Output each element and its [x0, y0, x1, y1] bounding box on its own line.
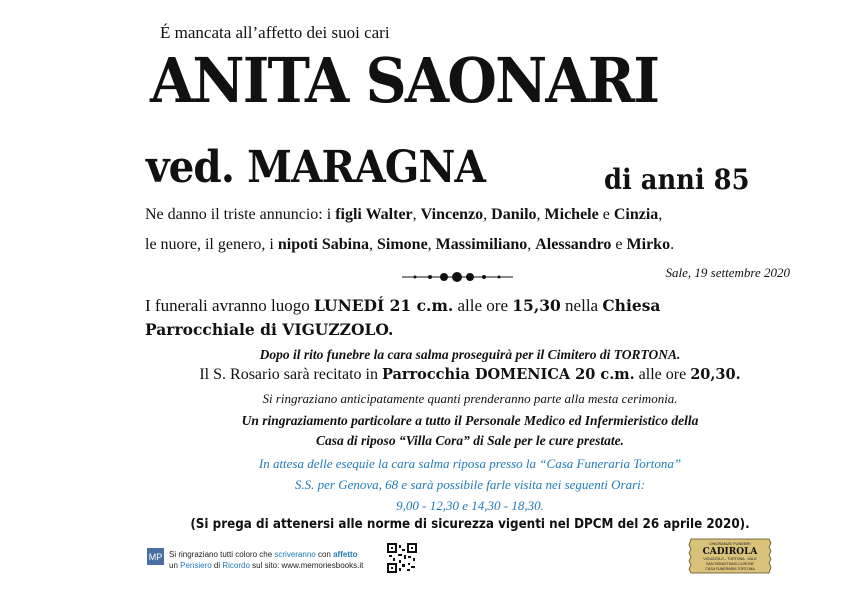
place-date: Sale, 19 settembre 2020 — [665, 265, 790, 280]
stamp-line-3: CASA FUNERARIA TORTONA — [705, 567, 755, 571]
visit-line-1: In attesa delle esequie la cara salma riposa presso la “Casa Funeraria Tortona” — [258, 456, 682, 471]
ornament-divider — [400, 270, 515, 284]
stamp-top: ONORANZE FUNEBRI — [709, 541, 751, 546]
cemetery-note: Dopo il rito funebre la cara salma proseguirà per il Cimitero di TORTONA. — [259, 347, 681, 362]
thanks-staff-1: Un ringraziamento particolare a tutto il Personale Medico ed Infermieristico della — [241, 413, 699, 428]
stamp-line-2: SAN SEBASTIANO CURONE — [706, 562, 754, 566]
married-name: ved. MARAGNA — [146, 142, 485, 193]
funeral-line-2: Parrocchiale di VIGUZZOLO. — [145, 320, 394, 339]
visit-line-2: S.S. per Genova, 68 e sarà possibile farle visita nei seguenti Orari: — [294, 477, 646, 492]
funeral-home-stamp — [687, 537, 773, 575]
age: di anni 85 — [604, 163, 750, 196]
announce-line-2: le nuore, il genero, i nipoti Sabina, Simone, Massimiliano, Alessandro e Mirko. — [145, 236, 675, 253]
rosary-line: Il S. Rosario sarà recitato in Parrocchia DOMENICA 20 c.m. alle ore 20,30. — [199, 366, 741, 383]
stamp-name: CADIROLA — [702, 547, 758, 557]
footer-text: Si ringraziano tutti coloro che scriveranno con affetto un Pensiero di Ricordo sul sito: www.memoriesbooks.it — [169, 550, 364, 570]
intro-line: É mancata all’affetto dei suoi cari — [160, 23, 390, 42]
memoriesbooks-logo: MP — [147, 548, 164, 565]
dpcm-note: (Si prega di attenersi alle norme di sicurezza vigenti nel DPCM del 26 aprile 2020). — [190, 517, 750, 532]
stamp-line-1: VIGUZZOLO - TORTONA - SALE — [703, 557, 757, 561]
deceased-name: ANITA SAONARI — [150, 44, 659, 117]
thanks-all: Si ringraziano anticipatamente quanti prenderanno parte alla mesta cerimonia. — [262, 391, 678, 406]
funeral-line-1: I funerali avranno luogo LUNEDÍ 21 c.m. alle ore 15,30 nella Chiesa — [145, 296, 661, 315]
thanks-staff-2: Casa di riposo “Villa Cora” di Sale per le cure prestate. — [316, 433, 624, 448]
visit-hours: 9,00 - 12,30 e 14,30 - 18,30. — [396, 498, 544, 513]
announce-line-1: Ne danno il triste annuncio: i figli Walter, Vincenzo, Danilo, Michele e Cinzia, — [145, 206, 663, 223]
qr-code-icon[interactable] — [387, 543, 417, 573]
